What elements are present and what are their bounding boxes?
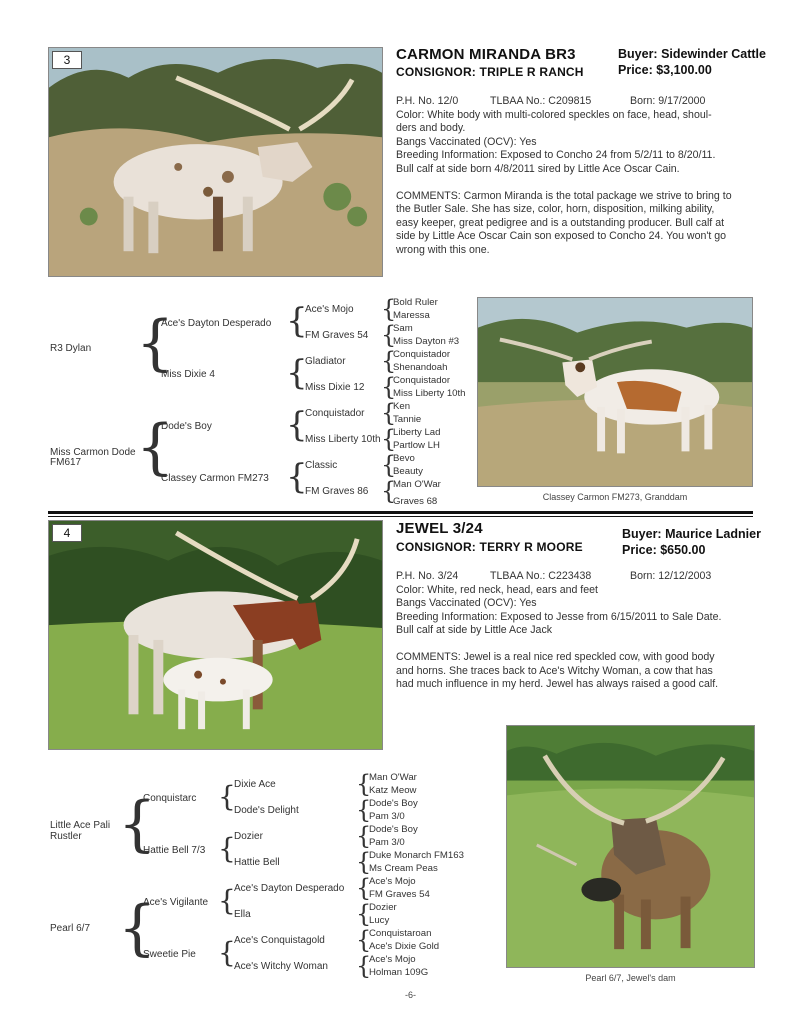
pedigree-gen2: Ace's Vigilante <box>143 897 209 908</box>
pedigree-brace: { <box>381 399 397 427</box>
pedigree-brace: { <box>118 789 157 859</box>
consignor: CONSIGNOR: TERRY R MOORE <box>396 540 583 554</box>
color-line: Color: White body with multi-colored speckles on face, head, shoul- <box>396 108 712 121</box>
color-line: Color: White, red neck, head, ears and feet <box>396 583 598 596</box>
pedigree-gen3: FM Graves 54 <box>305 330 369 341</box>
lot-3-granddam-photo <box>477 297 753 487</box>
pedigree-brace: { <box>218 884 236 917</box>
comments-line: the Butler Sale. She has size, color, horn, disposition, milking ability, <box>396 203 715 216</box>
pedigree-gen3: Ace's Conquistagold <box>234 935 325 946</box>
pedigree-gen4: Dode's Boy <box>369 798 418 809</box>
photo-caption: Classey Carmon FM273, Granddam <box>542 492 688 502</box>
ph-number: P.H. No. 3/24 <box>396 570 459 582</box>
tlbaa-number: TLBAA No.: C209815 <box>490 95 592 107</box>
pedigree-gen4: Pam 3/0 <box>369 837 405 848</box>
born-date: Born: 9/17/2000 <box>630 95 706 107</box>
bangs-vaccinated: Bangs Vaccinated (OCV): Yes <box>396 597 537 610</box>
pedigree-sire: Little Ace Pali Rustler <box>50 820 111 842</box>
pedigree-gen3: Classic <box>305 460 338 471</box>
pedigree-gen4: Ken <box>393 401 411 412</box>
breeding-line: Breeding Information: Exposed to Concho 24 from 5/2/11 to 8/20/11. <box>396 149 716 162</box>
registration-row <box>396 95 756 109</box>
pedigree-gen4: Liberty Lad <box>393 427 441 438</box>
lot-details <box>396 570 756 692</box>
pedigree-brace: { <box>286 457 308 497</box>
bangs-vaccinated: Bangs Vaccinated (OCV): Yes <box>396 135 537 148</box>
pedigree-brace: { <box>356 952 372 980</box>
pedigree-gen4: Dode's Boy <box>369 824 418 835</box>
pedigree-brace: { <box>381 477 397 505</box>
comments-line: COMMENTS: Carmon Miranda is the total package we strive to bring to <box>396 189 732 202</box>
pedigree-gen3: Dixie Ace <box>234 779 276 790</box>
price: Price: $650.00 <box>622 543 706 557</box>
lot-details <box>396 95 756 258</box>
pedigree-gen4: Sam <box>393 323 413 334</box>
pedigree-gen4: FM Graves 54 <box>369 889 430 900</box>
pedigree-gen4: Duke Monarch FM163 <box>369 850 464 861</box>
comments-line: easy keeper, great pedigree and is a outstanding producer. Bull calf at <box>396 216 725 229</box>
comments-line: COMMENTS: Jewel is a real nice red speckled cow, with good body <box>396 650 715 663</box>
pedigree-brace: { <box>381 321 397 349</box>
pedigree-gen3: Dozier <box>234 831 263 842</box>
pedigree-brace: { <box>218 780 236 813</box>
section-divider <box>48 516 753 517</box>
comments-line: had much influence in my herd. Jewel has always raised a good calf. <box>396 678 719 691</box>
pedigree-gen4: Graves 68 <box>393 496 438 507</box>
buyer: Buyer: Sidewinder Cattle <box>618 47 766 61</box>
pedigree-gen4: Man O'War <box>393 479 441 490</box>
pedigree-gen3: Ace's Mojo <box>305 304 354 315</box>
breeding-line: Bull calf at side by Little Ace Jack <box>396 624 553 637</box>
pedigree-gen4: Dozier <box>369 902 397 913</box>
pedigree-brace: { <box>356 770 372 798</box>
pedigree-brace: { <box>356 822 372 850</box>
pedigree-gen4: Tannie <box>393 414 422 425</box>
section-divider <box>48 511 753 514</box>
pedigree-gen2: Conquistarc <box>143 793 197 804</box>
pedigree-gen4: Ace's Dixie Gold <box>369 941 440 952</box>
pedigree-gen3: Ace's Dayton Desperado <box>234 883 345 894</box>
pedigree-gen3: Hattie Bell <box>234 857 280 868</box>
pedigree-brace: { <box>218 832 236 865</box>
pedigree-gen4: Miss Dayton #3 <box>393 336 460 347</box>
pedigree-gen4: Man O'War <box>369 772 417 783</box>
comments-line: and horns. She traces back to Ace's Witchy Woman, a cow that has <box>396 664 713 677</box>
lot-name: JEWEL 3/24 <box>396 520 483 537</box>
lot-3-main-photo <box>48 47 383 277</box>
pedigree-gen4: Conquistador <box>393 375 451 386</box>
ph-number: P.H. No. 12/0 <box>396 95 459 107</box>
pedigree-gen4: Katz Meow <box>369 785 417 796</box>
buyer: Buyer: Maurice Ladnier <box>622 527 761 541</box>
pedigree-brace: { <box>136 308 175 378</box>
pedigree-gen4: Bevo <box>393 453 415 464</box>
pedigree-gen3: Dode's Delight <box>234 805 299 816</box>
pedigree-gen4: Pam 3/0 <box>369 811 405 822</box>
pedigree-gen4: Partlow LH <box>393 440 440 451</box>
pedigree-brace: { <box>286 405 308 445</box>
comments-line: side by Little Ace Oscar Cain son exposed to Concho 24. You won't go <box>396 230 727 243</box>
pedigree-brace: { <box>356 900 372 928</box>
pedigree-brace: { <box>381 295 397 323</box>
pedigree-gen4: Holman 109G <box>369 967 429 978</box>
lot-number-badge: 4 <box>52 524 82 542</box>
cow-and-calf-photo <box>49 521 382 749</box>
pedigree-gen4: Miss Liberty 10th <box>393 388 466 399</box>
pedigree-gen3: FM Graves 86 <box>305 486 369 497</box>
pedigree-brace: { <box>381 425 397 453</box>
pedigree-brace: { <box>381 451 397 479</box>
pedigree-brace: { <box>356 848 372 876</box>
pedigree-gen4: Beauty <box>393 466 423 477</box>
pedigree-gen4: Ms Cream Peas <box>369 863 438 874</box>
pedigree-gen2: Miss Dixie 4 <box>161 369 215 380</box>
lot-4-main-photo <box>48 520 383 750</box>
pedigree-gen2: Hattie Bell 7/3 <box>143 845 206 856</box>
lot-name: CARMON MIRANDA BR3 <box>396 46 576 63</box>
longhorn-cow-photo <box>49 48 382 276</box>
pedigree-brace: { <box>381 347 397 375</box>
breeding-line: Breeding Information: Exposed to Jesse from 6/15/2011 to Sale Date. <box>396 610 722 623</box>
price: Price: $3,100.00 <box>618 63 712 77</box>
pedigree-gen4: Conquistador <box>393 349 451 360</box>
pedigree-gen2: Sweetie Pie <box>143 949 196 960</box>
pedigree-gen4: Lucy <box>369 915 390 926</box>
pedigree-dam: Pearl 6/7 <box>50 923 91 934</box>
pedigree-gen4: Ace's Mojo <box>369 876 416 887</box>
pedigree-brace: { <box>218 936 236 969</box>
pedigree-brace: { <box>286 353 308 393</box>
pedigree-gen2: Ace's Dayton Desperado <box>161 318 272 329</box>
pedigree-brace: { <box>118 893 157 963</box>
lot-4-dam-photo <box>506 725 755 968</box>
pedigree-gen3: Miss Liberty 10th <box>305 434 381 445</box>
pedigree-gen3: Conquistador <box>305 408 365 419</box>
breeding-line: Bull calf at side born 4/8/2011 sired by Little Ace Oscar Cain. <box>396 162 680 175</box>
pedigree-gen4: Shenandoah <box>393 362 448 373</box>
pedigree-brace: { <box>356 796 372 824</box>
consignor: CONSIGNOR: TRIPLE R RANCH <box>396 65 584 79</box>
pedigree-brace: { <box>381 373 397 401</box>
comments-line: wrong with this one. <box>396 243 490 256</box>
pedigree-gen4: Conquistaroan <box>369 928 432 939</box>
granddam-cow-photo <box>478 298 752 486</box>
pedigree-gen3: Gladiator <box>305 356 346 367</box>
pedigree-brace: { <box>356 926 372 954</box>
pedigree-gen4: Ace's Mojo <box>369 954 416 965</box>
pedigree-gen4: Bold Ruler <box>393 297 438 308</box>
pedigree-gen4: Maressa <box>393 310 430 321</box>
color-line: ders and body. <box>396 122 466 135</box>
pedigree-gen2: Classey Carmon FM273 <box>161 473 269 484</box>
registration-row <box>396 570 756 584</box>
dam-cow-photo <box>507 726 754 967</box>
pedigree-brace: { <box>286 301 308 341</box>
page-number: -6- <box>405 990 416 1000</box>
pedigree-dam: Miss Carmon Dode FM617 <box>50 447 136 468</box>
pedigree-brace: { <box>356 874 372 902</box>
pedigree-brace: { <box>136 412 175 482</box>
pedigree-sire: R3 Dylan <box>50 343 92 354</box>
pedigree-gen3: Ace's Witchy Woman <box>234 961 328 972</box>
lot-number-badge: 3 <box>52 51 82 69</box>
pedigree-gen3: Ella <box>234 909 251 920</box>
photo-caption: Pearl 6/7, Jewel's dam <box>585 973 676 983</box>
pedigree-gen3: Miss Dixie 12 <box>305 382 365 393</box>
tlbaa-number: TLBAA No.: C223438 <box>490 570 592 582</box>
pedigree-gen2: Dode's Boy <box>161 421 212 432</box>
born-date: Born: 12/12/2003 <box>630 570 712 582</box>
